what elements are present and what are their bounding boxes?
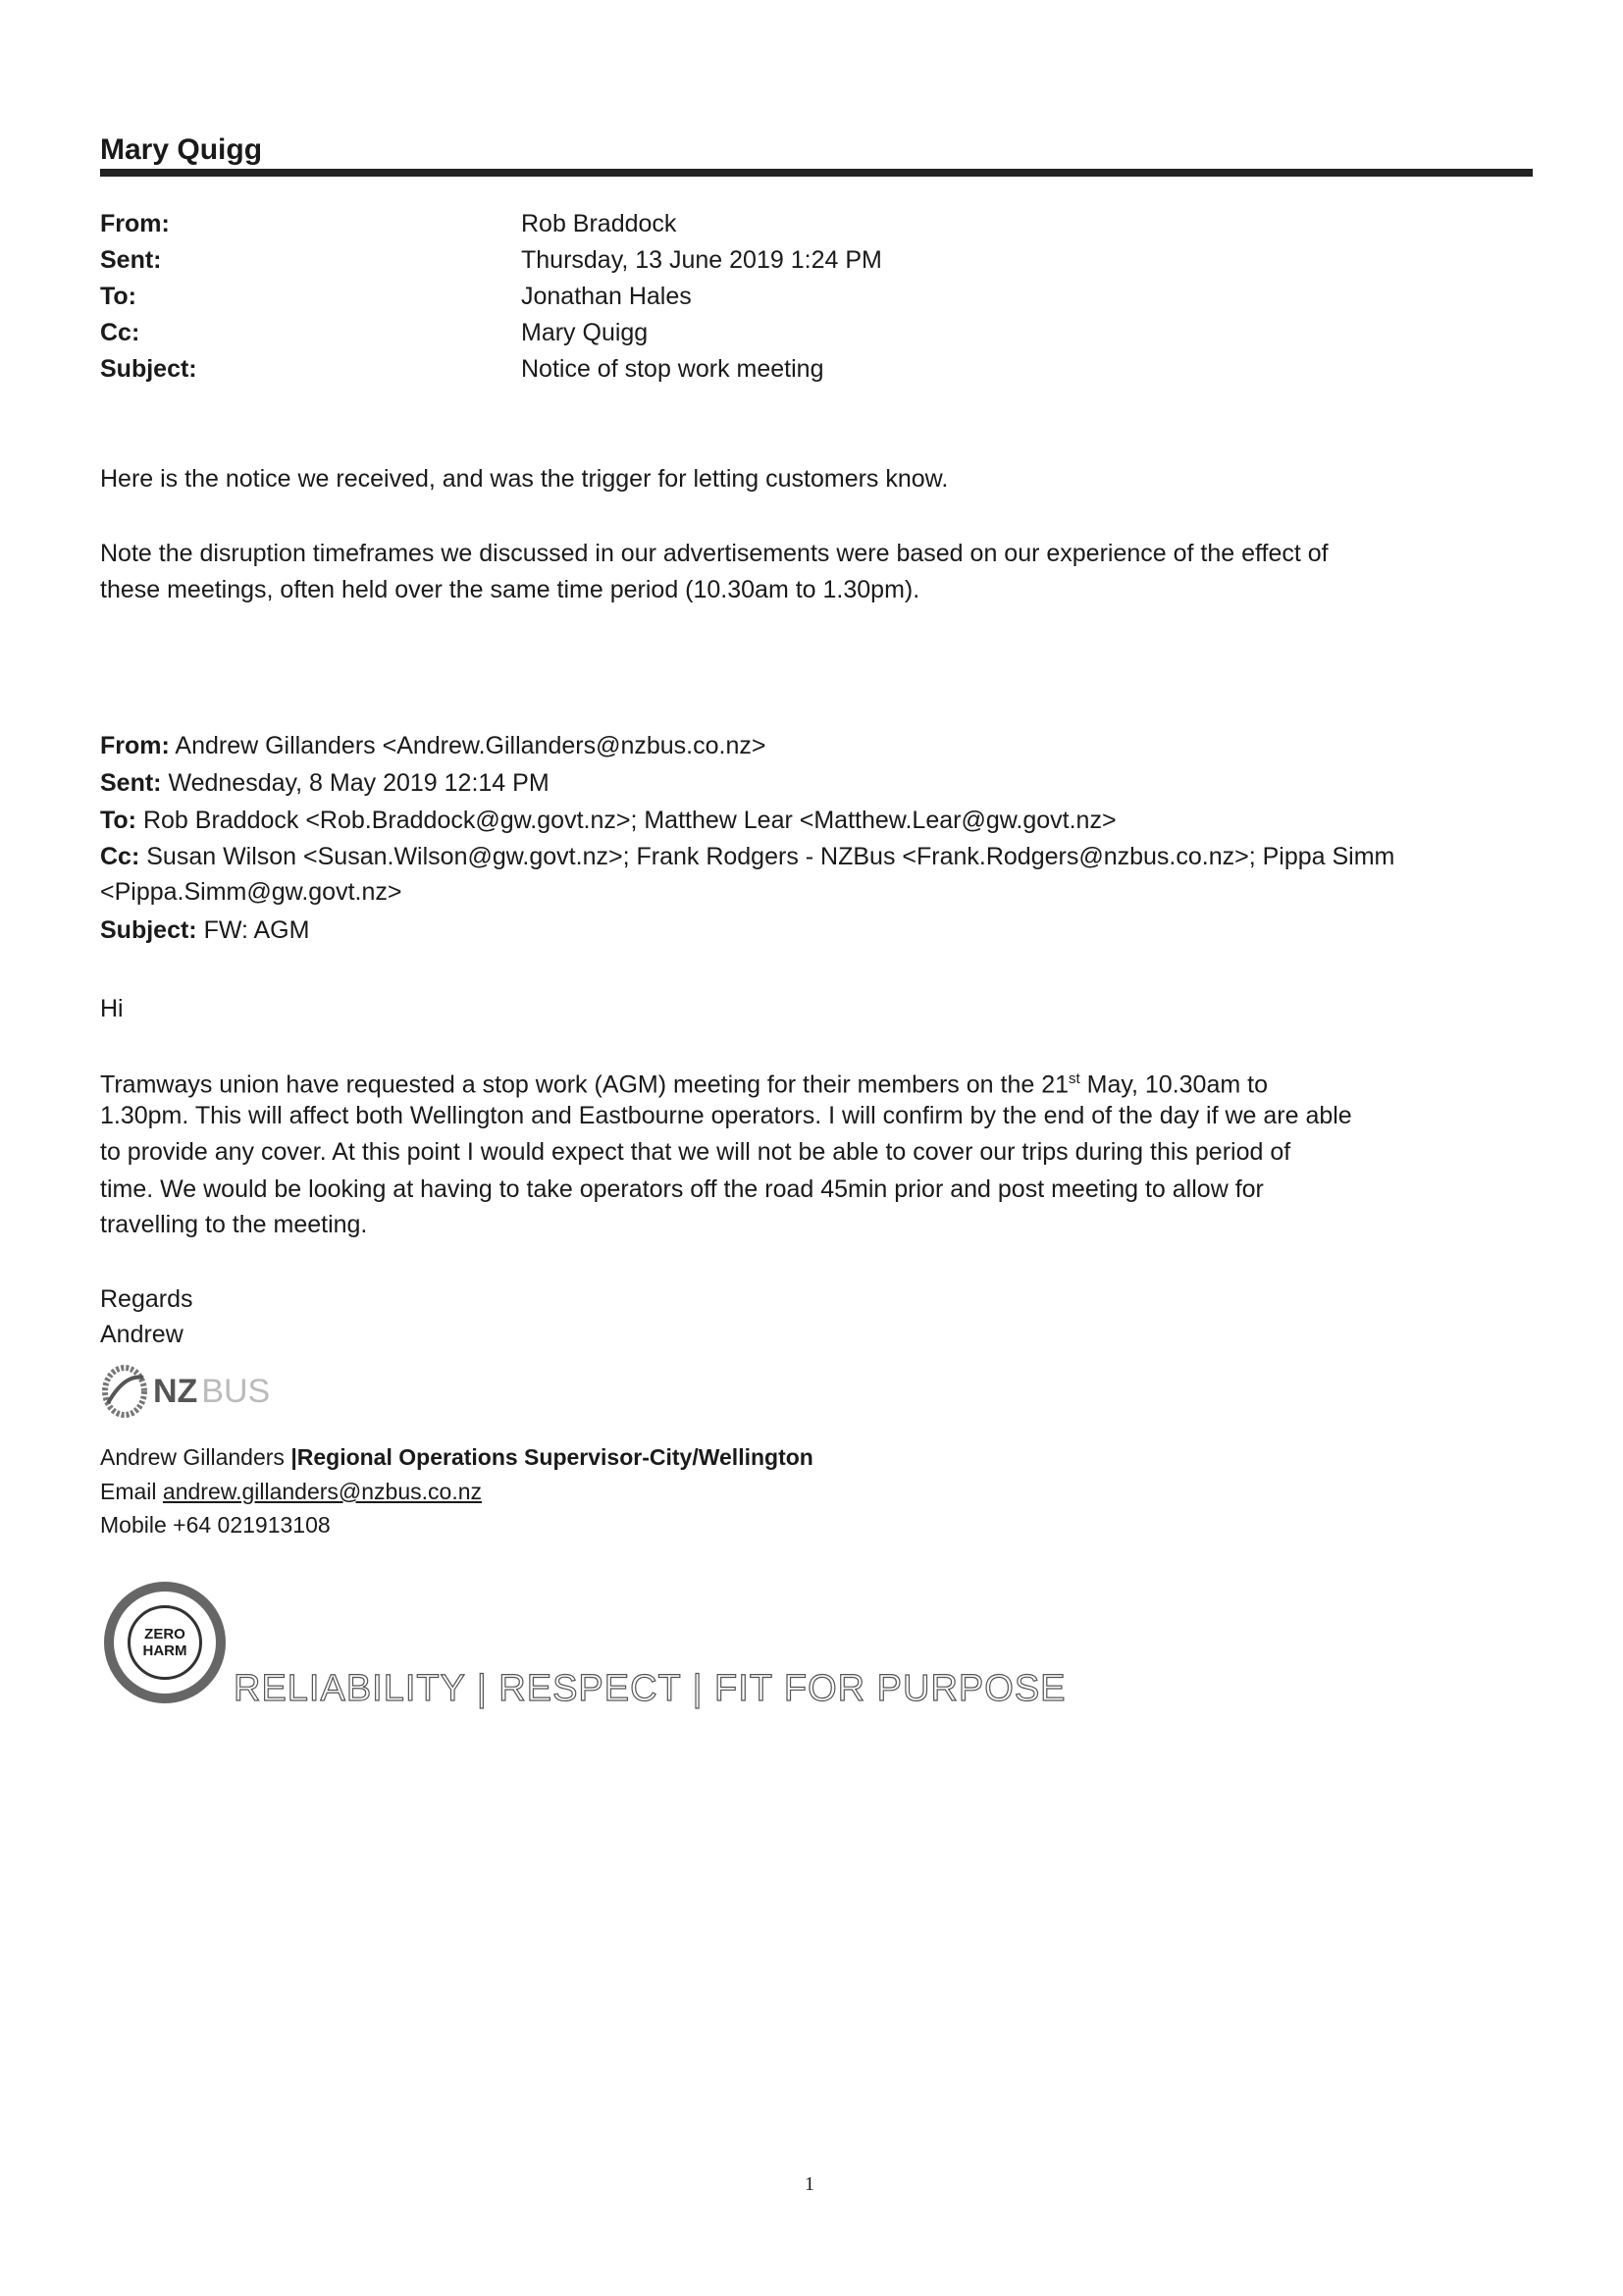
- signature-mobile: Mobile +64 021913108: [100, 1512, 331, 1538]
- fwd-cc-value: Susan Wilson <Susan.Wilson@gw.govt.nz>; Frank Rodgers - NZBus <Frank.Rodgers@nzbus.co.nz>; Pippa Simm: [139, 843, 1395, 870]
- header-subject-label: Subject:: [100, 355, 197, 383]
- ordinal-suffix: st: [1069, 1070, 1080, 1087]
- signature-role: |Regional Operations Supervisor-City/Wellington: [290, 1444, 813, 1470]
- page-number: 1: [805, 2173, 814, 2195]
- company-slogan: RELIABILITY | RESPECT | FIT FOR PURPOSE: [234, 1668, 1067, 1709]
- page-title: Mary Quigg: [100, 133, 263, 166]
- body-paragraph-1: Here is the notice we received, and was the trigger for letting customers know.: [100, 465, 949, 493]
- fwd-from-value: Andrew Gillanders <Andrew.Gillanders@nzbus.co.nz>: [169, 732, 766, 759]
- header-subject-value: Notice of stop work meeting: [521, 355, 824, 383]
- title-rule: [100, 169, 1533, 177]
- header-from-label: From:: [100, 210, 170, 237]
- body-paragraph-2-line-2: these meetings, often held over the same time period (10.30am to 1.30pm).: [100, 576, 920, 603]
- fwd-subject-label: Subject:: [100, 916, 197, 944]
- logo-nz-text: NZ: [153, 1372, 198, 1410]
- fwd-subject: [100, 915, 309, 945]
- fwd-cc: [100, 842, 1394, 871]
- header-sent-label: Sent:: [100, 246, 162, 274]
- logo-bus-text: BUS: [201, 1372, 271, 1410]
- message-line-2: 1.30pm. This will affect both Wellington and Eastbourne operators. I will confirm by the end of the day if we are able: [100, 1102, 1352, 1129]
- message-text: May, 10.30am to: [1079, 1070, 1268, 1099]
- signature-name: Andrew Gillanders: [100, 1444, 291, 1470]
- sender-name: Andrew: [100, 1321, 183, 1348]
- nzbus-swirl-icon: [100, 1364, 149, 1419]
- signature-name-line: [100, 1442, 813, 1472]
- fwd-from: [100, 731, 765, 760]
- fwd-sent-value: Wednesday, 8 May 2019 12:14 PM: [161, 769, 550, 797]
- fwd-to-value: Rob Braddock <Rob.Braddock@gw.govt.nz>; Matthew Lear <Matthew.Lear@gw.govt.nz>: [136, 807, 1117, 834]
- fwd-to-label: To:: [100, 807, 137, 834]
- fwd-to: [100, 806, 1117, 835]
- header-from-value: Rob Braddock: [521, 210, 677, 237]
- header-to-value: Jonathan Hales: [521, 283, 692, 310]
- header-to-label: To:: [100, 283, 137, 310]
- greeting: Hi: [100, 995, 124, 1022]
- badge-text-2: HARM: [142, 1643, 187, 1659]
- regards: Regards: [100, 1285, 193, 1313]
- email-link[interactable]: andrew.gillanders@nzbus.co.nz: [162, 1479, 482, 1504]
- fwd-cc-label: Cc:: [100, 843, 140, 870]
- fwd-from-label: From:: [100, 732, 170, 759]
- message-line-1: [100, 1065, 1268, 1099]
- email-label: Email: [100, 1479, 163, 1504]
- fwd-cc-cont: <Pippa.Simm@gw.govt.nz>: [100, 878, 402, 906]
- header-sent-value: Thursday, 13 June 2019 1:24 PM: [521, 246, 882, 274]
- fwd-sent-label: Sent:: [100, 769, 162, 797]
- badge-text-1: ZERO: [144, 1626, 185, 1643]
- zero-harm-badge: [104, 1582, 226, 1703]
- signature-email-line: [100, 1477, 482, 1506]
- fwd-subject-value: FW: AGM: [196, 916, 310, 944]
- body-paragraph-2-line-1: Note the disruption timeframes we discussed in our advertisements were based on our experience of the effect of: [100, 540, 1329, 567]
- header-cc-label: Cc:: [100, 319, 140, 346]
- message-line-3: to provide any cover. At this point I would expect that we will not be able to cover our trips during this period of: [100, 1138, 1291, 1166]
- nzbus-logo: [100, 1364, 270, 1419]
- message-line-4: time. We would be looking at having to take operators off the road 45min prior and post meeting to allow for: [100, 1175, 1264, 1203]
- fwd-sent: [100, 768, 550, 798]
- message-line-5: travelling to the meeting.: [100, 1211, 368, 1238]
- header-cc-value: Mary Quigg: [521, 319, 649, 346]
- message-text: Tramways union have requested a stop work (AGM) meeting for their members on the 21: [100, 1070, 1070, 1099]
